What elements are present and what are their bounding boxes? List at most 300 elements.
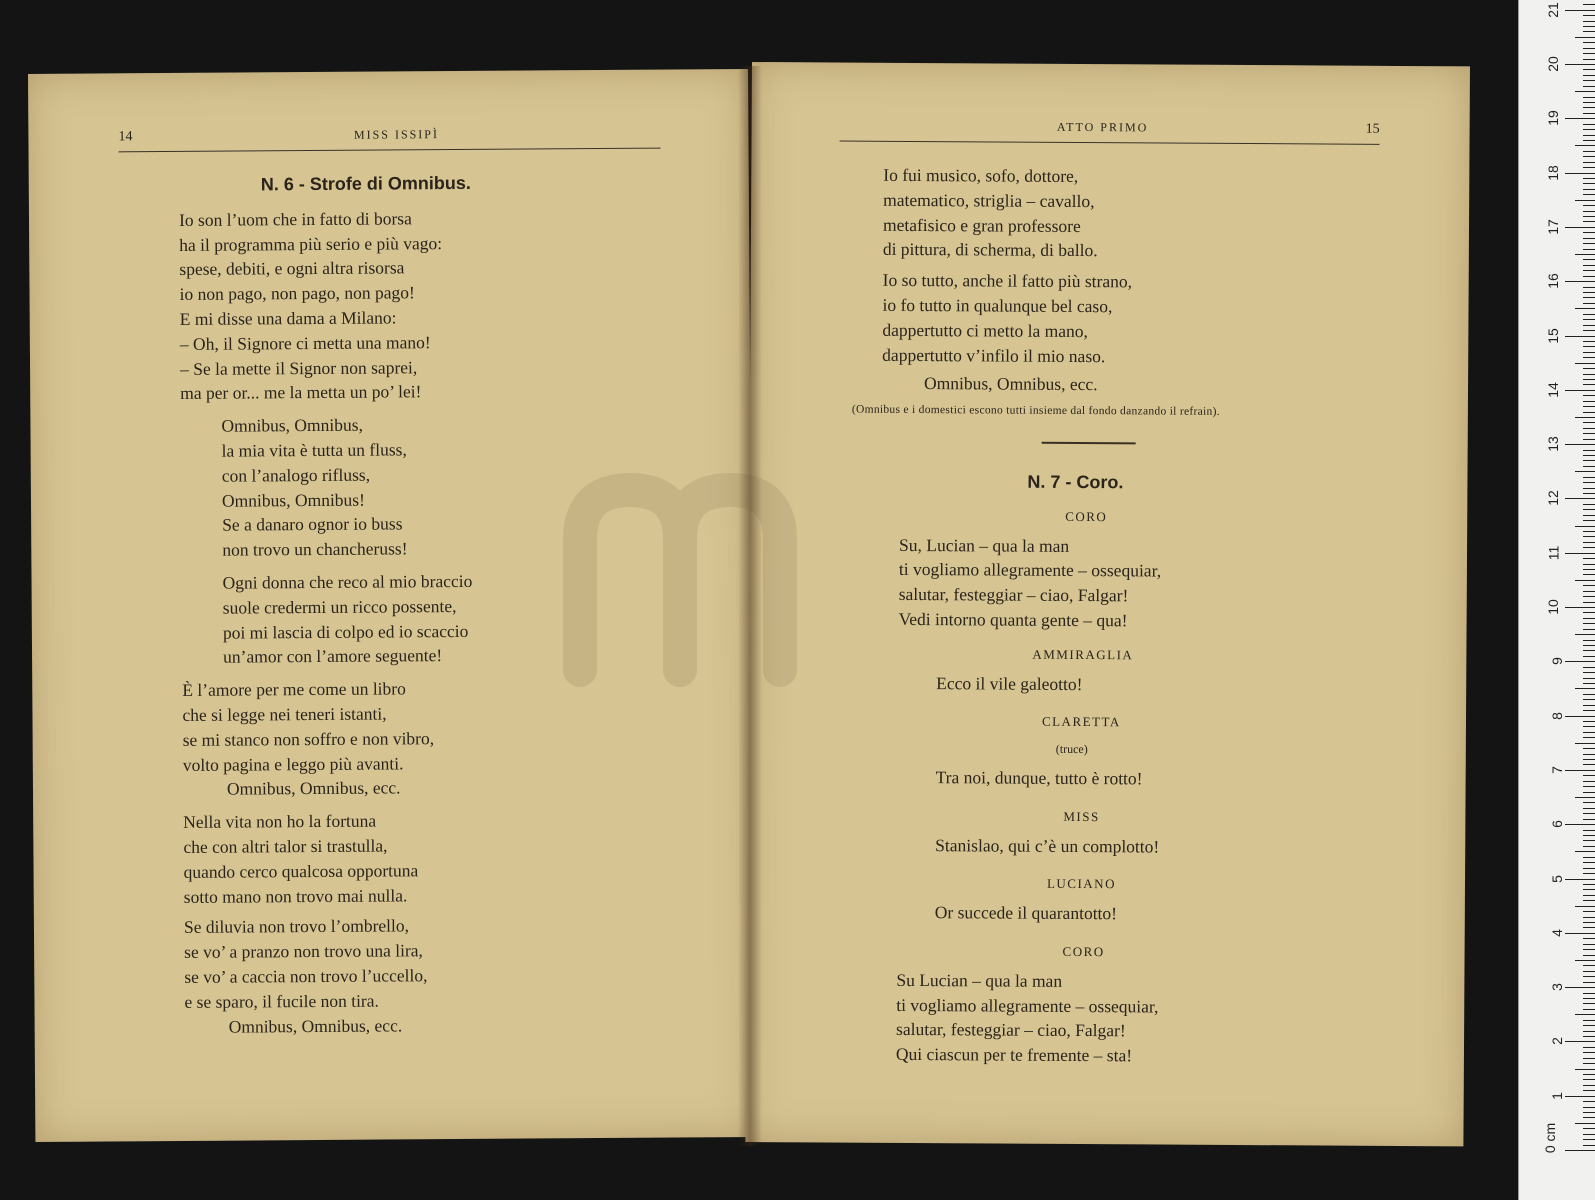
ruler-tick (1583, 504, 1595, 505)
ruler-tick (1583, 672, 1595, 673)
ruler-tick (1565, 118, 1595, 119)
ruler-tick (1583, 1074, 1595, 1075)
ruler-tick (1565, 227, 1595, 228)
chorus-block (899, 532, 1402, 634)
ruler-tick (1583, 678, 1595, 679)
ruler-tick (1583, 265, 1595, 266)
ruler-tick (1583, 786, 1595, 787)
ruler-tick (1565, 824, 1595, 825)
ruler-tick (1583, 732, 1595, 733)
ruler-tick (1583, 509, 1595, 510)
verse-line: ha il programma più serio e più vago: (179, 232, 443, 255)
ruler-tick (1575, 1123, 1595, 1124)
ruler-tick (1583, 15, 1595, 16)
section-divider (1042, 442, 1136, 445)
ruler-tick (1583, 113, 1595, 114)
ruler-tick (1575, 145, 1595, 146)
ruler-tick (1583, 835, 1595, 836)
ruler-label: 16 (1545, 273, 1562, 289)
ruler-tick (1583, 379, 1595, 380)
ruler-tick (1565, 1041, 1595, 1042)
verse-line: Or succede il quarantotto! (934, 902, 1118, 924)
ruler-tick (1583, 596, 1595, 597)
left-running-title: MISS ISSIPÌ (353, 127, 439, 142)
speaker-label: MISS (1063, 808, 1100, 824)
ruler-tick (1583, 862, 1595, 863)
ruler-tick (1575, 906, 1595, 907)
verse-line: e se sparo, il fucile non tira. (184, 990, 379, 1012)
chorus-block (896, 968, 1399, 1070)
ruler-tick (1583, 238, 1595, 239)
ruler-tick (1583, 585, 1595, 586)
ruler-label: 13 (1545, 436, 1562, 452)
verse-line: Tra noi, dunque, tutto è rotto! (935, 767, 1143, 789)
ruler-tick (1583, 276, 1595, 277)
ruler-tick (1583, 455, 1595, 456)
ruler-tick (1583, 802, 1595, 803)
ruler-tick (1583, 156, 1595, 157)
ruler-tick (1583, 129, 1595, 130)
ruler-tick (1583, 754, 1595, 755)
verse-line: Su, Lucian – qua la man (898, 534, 1070, 556)
ruler-tick (1583, 314, 1595, 315)
ruler-tick (1583, 151, 1595, 152)
ruler-tick (1583, 667, 1595, 668)
verse-line: salutar, festeggiar – ciao, Falgar! (896, 1019, 1126, 1041)
ruler-tick (1583, 466, 1595, 467)
ruler-label: 12 (1545, 490, 1562, 507)
verse-line: – Se la mette il Signor non saprei, (179, 356, 418, 379)
right-page (745, 62, 1470, 1146)
ruler-tick (1583, 819, 1595, 820)
speaker-label: AMMIRAGLIA (1032, 646, 1134, 663)
stanza (183, 806, 704, 909)
ruler-tick (1565, 607, 1595, 608)
verse-line: dappertutto ci metto la mano, (882, 319, 1089, 341)
ruler-tick (1583, 26, 1595, 27)
stanza (182, 674, 703, 802)
ruler-tick (1583, 422, 1595, 423)
ruler-label: 1 (1549, 1091, 1566, 1100)
verse-line: con l’analogo rifluss, (221, 464, 371, 486)
ruler-tick (1583, 699, 1595, 700)
ruler-tick (1583, 1079, 1595, 1080)
ruler-tick (1583, 303, 1595, 304)
ruler-tick (1583, 1047, 1595, 1048)
verse-line: – Oh, il Signore ci metta una mano! (179, 331, 431, 354)
verse-line: Ecco il vile galeotto! (936, 672, 1083, 694)
ruler-tick (1575, 363, 1595, 364)
stanza (179, 204, 700, 406)
ruler-tick (1575, 743, 1595, 744)
verse-line: sotto mano non trovo mai nulla. (183, 884, 408, 907)
ruler-tick (1583, 1025, 1595, 1026)
ruler-label: 3 (1549, 983, 1566, 991)
ruler-tick (1583, 748, 1595, 749)
ruler-tick (1583, 395, 1595, 396)
ruler-tick (1583, 868, 1595, 869)
ruler-tick (1583, 374, 1595, 375)
verse-line: quando cerco qualcosa opportuna (183, 860, 419, 882)
ruler-tick (1583, 102, 1595, 103)
ruler-tick (1583, 97, 1595, 98)
ruler-label: 7 (1549, 765, 1566, 774)
ruler-tick (1565, 770, 1595, 771)
ruler-tick (1583, 1052, 1595, 1053)
ruler-tick (1583, 59, 1595, 60)
ruler-tick (1565, 1096, 1595, 1097)
stage-direction: (Omnibus e i domestici escono tutti insieme dal fondo danzando il refrain). (851, 403, 1220, 419)
ruler-tick (1583, 319, 1595, 320)
ruler-tick (1583, 1107, 1595, 1108)
ruler-label: 4 (1549, 928, 1566, 937)
ruler-tick (1575, 580, 1595, 581)
ruler-tick (1565, 444, 1595, 445)
ruler-tick (1583, 259, 1595, 260)
ruler-label: 21 (1545, 1, 1562, 18)
ruler-tick (1583, 520, 1595, 521)
ruler-tick (1565, 173, 1595, 174)
verse-line: un’amor con l’amore seguente! (223, 645, 443, 667)
stanza (184, 912, 705, 1040)
ruler-tick (1583, 183, 1595, 184)
verse-line: Se diluvia non trovo l’ombrello, (183, 915, 410, 938)
ruler-tick (1575, 91, 1595, 92)
ruler-tick (1583, 477, 1595, 478)
verse-line: Se a danaro ognor io buss (222, 513, 403, 536)
ruler-tick (1583, 558, 1595, 559)
verse-line: Io so tutto, anche il fatto più strano, (882, 269, 1133, 292)
ruler-tick (1583, 1020, 1595, 1021)
stanza (883, 163, 1404, 265)
ruler-tick (1583, 325, 1595, 326)
ruler-tick (1583, 439, 1595, 440)
ruler-tick (1583, 433, 1595, 434)
right-running-head (840, 119, 1380, 145)
verse-line: se vo’ a caccia non trovo l’uccello, (184, 965, 428, 987)
stage-direction: (truce) (1055, 742, 1088, 757)
ruler-tick (1575, 471, 1595, 472)
verse-line: la mia vita è tutta un fluss, (221, 439, 407, 461)
ruler-tick (1583, 1003, 1595, 1004)
left-page-number: 14 (118, 129, 133, 145)
ruler-tick (1583, 357, 1595, 358)
ruler-tick (1583, 249, 1595, 250)
verse-line: Omnibus, Omnibus! (221, 489, 365, 511)
ruler-tick (1565, 10, 1595, 11)
ruler-tick (1583, 993, 1595, 994)
ruler-tick (1583, 944, 1595, 945)
ruler-tick (1583, 710, 1595, 711)
ruler-label: 5 (1549, 874, 1566, 883)
ruler-tick (1583, 721, 1595, 722)
speaker-label: CORO (1062, 943, 1105, 960)
ruler-label: 2 (1549, 1037, 1566, 1046)
ruler-tick (1575, 960, 1595, 961)
ruler-tick (1583, 140, 1595, 141)
ruler-tick (1583, 612, 1595, 613)
verse-line: che si legge nei teneri istanti, (182, 703, 387, 725)
ruler-tick (1583, 1145, 1595, 1146)
ruler-tick (1583, 412, 1595, 413)
ruler-label: 8 (1549, 711, 1566, 720)
verse-line: ti vogliamo allegramente – ossequiar, (896, 994, 1159, 1017)
ruler-tick (1565, 716, 1595, 717)
ruler-tick (1583, 53, 1595, 54)
ruler-tick (1583, 450, 1595, 451)
ruler-tick (1583, 124, 1595, 125)
ruler-tick (1583, 270, 1595, 271)
ruler-tick (1575, 851, 1595, 852)
left-running-head (118, 126, 660, 153)
ruler-tick (1583, 460, 1595, 461)
verse-line: Ogni donna che reco al mio braccio (222, 570, 473, 593)
ruler-tick (1583, 900, 1595, 901)
ruler-tick (1583, 86, 1595, 87)
ruler-tick (1583, 705, 1595, 706)
ruler-tick (1575, 308, 1595, 309)
ruler-tick (1575, 254, 1595, 255)
ruler-tick (1583, 683, 1595, 684)
ruler-tick (1583, 623, 1595, 624)
ruler-tick (1583, 428, 1595, 429)
ruler-tick (1583, 889, 1595, 890)
ruler-label: 10 (1545, 599, 1562, 615)
ruler-tick (1565, 498, 1595, 499)
ruler-tick (1565, 336, 1595, 337)
ruler-tick (1583, 189, 1595, 190)
ruler-tick (1583, 297, 1595, 298)
verse-line: E mi disse una dama a Milano: (179, 307, 397, 329)
ruler-tick (1583, 341, 1595, 342)
ruler-tick (1565, 281, 1595, 282)
ruler-tick (1565, 879, 1595, 880)
stanza (851, 268, 1403, 426)
ruler-tick (1583, 927, 1595, 928)
ruler-label: 6 (1549, 820, 1566, 829)
ruler-label: 11 (1545, 545, 1562, 560)
verse-line: Io fui musico, sofo, dottore, (883, 164, 1079, 186)
left-content (179, 169, 705, 1045)
ruler-tick (1583, 1128, 1595, 1129)
ruler-tick (1583, 1101, 1595, 1102)
ruler-tick (1583, 955, 1595, 956)
verse-line: Nella vita non ho la fortuna (183, 810, 377, 833)
verse-line: io non pago, non pago, non pago! (179, 282, 415, 305)
ruler-tick (1583, 1009, 1595, 1010)
verse-line: se vo’ a pranzo non trovo una lira, (184, 940, 423, 963)
ruler-tick (1583, 726, 1595, 727)
ruler-tick (1583, 547, 1595, 548)
ruler-tick (1583, 1063, 1595, 1064)
ruler-tick (1583, 107, 1595, 108)
ruler-tick (1583, 602, 1595, 603)
ruler-tick (1583, 368, 1595, 369)
ruler-tick (1565, 390, 1595, 391)
ruler-tick (1583, 536, 1595, 537)
ruler-tick (1583, 574, 1595, 575)
ruler-tick (1583, 1117, 1595, 1118)
ruler-tick (1575, 688, 1595, 689)
ruler-label: 14 (1545, 382, 1562, 398)
verse-line: Qui ciascun per te fremente – sta! (895, 1044, 1133, 1066)
ruler-tick (1583, 656, 1595, 657)
right-page-number: 15 (1365, 121, 1380, 137)
ruler-tick (1565, 661, 1595, 662)
ruler-tick (1575, 797, 1595, 798)
ruler-label: 19 (1545, 110, 1562, 127)
speaker-label: CLARETTA (1041, 714, 1121, 730)
ruler-tick (1583, 167, 1595, 168)
ruler-tick (1583, 4, 1595, 5)
ruler-tick (1583, 618, 1595, 619)
ruler-tick (1583, 292, 1595, 293)
ruler-tick (1583, 640, 1595, 641)
ruler-label: 17 (1545, 219, 1562, 235)
ruler-tick (1575, 37, 1595, 38)
ruler-tick (1583, 48, 1595, 49)
right-running-title: ATTO PRIMO (1056, 119, 1149, 135)
verse-line: suole credermi un ricco possente, (222, 595, 457, 618)
ruler-tick (1575, 526, 1595, 527)
verse-line: io fo tutto in qualunque bel caso, (882, 294, 1113, 317)
ruler-tick (1583, 949, 1595, 950)
ruler-tick (1583, 493, 1595, 494)
refrain-reference: Omnibus, Omnibus, ecc. (228, 1014, 403, 1037)
ruler-tick (1583, 352, 1595, 353)
ruler-tick (1575, 1069, 1595, 1070)
ruler-tick (1583, 965, 1595, 966)
stanza (222, 567, 702, 670)
ruler-tick (1583, 287, 1595, 288)
ruler-tick (1583, 1058, 1595, 1059)
ruler-tick (1583, 194, 1595, 195)
ruler-tick (1583, 645, 1595, 646)
refrain-stanza (221, 410, 701, 562)
ruler-label: 0 cm (1541, 1122, 1558, 1154)
ruler-tick (1583, 1139, 1595, 1140)
ruler-tick (1583, 917, 1595, 918)
ruler-label: 18 (1545, 164, 1562, 181)
verse-line: Omnibus, Omnibus, (221, 414, 364, 436)
verse-line: di pittura, di scherma, di ballo. (882, 239, 1098, 261)
ruler-tick (1583, 401, 1595, 402)
ruler-tick (1583, 42, 1595, 43)
ruler-tick (1583, 31, 1595, 32)
left-page (28, 69, 755, 1142)
section-title-n7: N. 7 - Coro. (1027, 471, 1124, 493)
right-content (851, 163, 1404, 1070)
verse-line: È l’amore per me come un libro (182, 678, 406, 701)
ruler-label: 15 (1545, 327, 1562, 344)
ruler-tick (1583, 221, 1595, 222)
speaker-label: CORO (1065, 508, 1108, 524)
ruler-tick (1575, 417, 1595, 418)
ruler-tick (1583, 216, 1595, 217)
ruler-tick (1583, 846, 1595, 847)
ruler-tick (1583, 1112, 1595, 1113)
ruler-tick (1583, 775, 1595, 776)
refrain-reference: Omnibus, Omnibus, ecc. (226, 777, 401, 799)
ruler-tick (1583, 1090, 1595, 1091)
ruler-tick (1565, 933, 1595, 934)
ruler-tick (1583, 971, 1595, 972)
ruler-tick (1583, 591, 1595, 592)
ruler-tick (1583, 737, 1595, 738)
ruler-tick (1583, 1085, 1595, 1086)
verse-line: che con altri talor si trastulla, (183, 835, 388, 857)
ruler-tick (1583, 482, 1595, 483)
verse-line: Stanislao, qui c’è un complotto! (935, 834, 1160, 857)
ruler-tick (1583, 211, 1595, 212)
ruler-tick (1583, 384, 1595, 385)
ruler-label: 20 (1545, 56, 1562, 72)
ruler-tick (1583, 1036, 1595, 1037)
ruler-tick (1583, 976, 1595, 977)
ruler-tick (1583, 922, 1595, 923)
ruler-tick (1583, 135, 1595, 136)
ruler-tick (1575, 200, 1595, 201)
ruler-tick (1583, 346, 1595, 347)
ruler-tick (1583, 873, 1595, 874)
refrain-reference: Omnibus, Omnibus, ecc. (923, 373, 1098, 395)
ruler-tick (1565, 1150, 1595, 1151)
ruler-tick (1583, 840, 1595, 841)
ruler-tick (1583, 488, 1595, 489)
ruler-tick (1583, 21, 1595, 22)
ruler-tick (1583, 531, 1595, 532)
ruler-tick (1583, 759, 1595, 760)
verse-line: se mi stanco non soffro e non vibro, (182, 727, 435, 750)
verse-line: Io son l’uom che in fatto di borsa (178, 208, 412, 230)
ruler-tick (1583, 911, 1595, 912)
ruler-tick (1583, 781, 1595, 782)
ruler-tick (1583, 808, 1595, 809)
verse-line: ma per or... me la metta un po’ lei! (180, 381, 422, 404)
ruler-tick (1583, 813, 1595, 814)
section-title-n6: N. 6 - Strofe di Omnibus. (260, 172, 471, 195)
ruler-tick (1583, 895, 1595, 896)
speaker-label: LUCIANO (1046, 876, 1117, 892)
ruler-tick (1583, 694, 1595, 695)
ruler-tick (1565, 987, 1595, 988)
ruler-tick (1583, 857, 1595, 858)
verse-line: volto pagina e leggo più avanti. (182, 752, 404, 775)
ruler-tick (1583, 178, 1595, 179)
ruler-tick (1583, 629, 1595, 630)
ruler-tick (1583, 884, 1595, 885)
verse-line: non trovo un chancheruss! (222, 538, 408, 560)
ruler-tick (1575, 1014, 1595, 1015)
ruler-tick (1583, 650, 1595, 651)
ruler-tick (1575, 634, 1595, 635)
verse-line: salutar, festeggiar – ciao, Falgar! (898, 584, 1129, 606)
ruler-tick (1583, 542, 1595, 543)
ruler-tick (1583, 162, 1595, 163)
verse-line: matematico, striglia – cavallo, (883, 189, 1095, 211)
ruler-tick (1583, 69, 1595, 70)
verse-line: metafisico e gran professore (882, 214, 1081, 236)
ruler-tick (1583, 1031, 1595, 1032)
ruler-tick (1583, 406, 1595, 407)
ruler-tick (1583, 515, 1595, 516)
ruler-tick (1583, 564, 1595, 565)
verse-line: Vedi intorno quanta gente – qua! (898, 608, 1128, 631)
ruler-label: 9 (1549, 657, 1566, 666)
ruler-tick (1565, 553, 1595, 554)
ruler-tick (1583, 938, 1595, 939)
verse-line: poi mi lascia di colpo ed io scaccio (222, 620, 469, 643)
